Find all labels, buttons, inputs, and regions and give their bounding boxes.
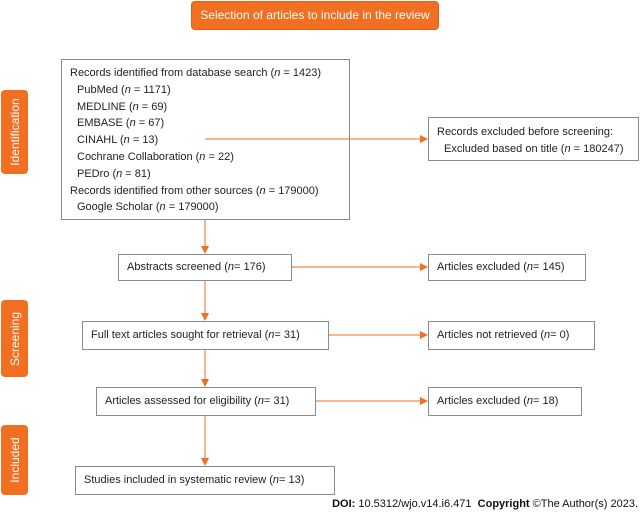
stage-label-screening: Screening <box>1 300 28 377</box>
citation-footer <box>332 498 638 510</box>
db-item-cochrane: Cochrane Collaboration (n = 22) <box>77 150 234 163</box>
doi-label: DOI: <box>332 498 356 510</box>
studies-included-box: Studies included in systematic review ( n = 13) <box>75 466 335 495</box>
copyright-label: Copyright <box>477 498 530 510</box>
stage-label-identification: Identification <box>1 90 28 174</box>
abstracts-excluded-box: Articles excluded ( n = 145) <box>428 254 586 281</box>
copyright-value: ©The Author(s) 2023. <box>532 498 638 510</box>
abstracts-screened-box: Abstracts screened ( n = 176) <box>118 254 292 281</box>
db-item-pubmed: PubMed (n = 1171) <box>77 83 171 96</box>
db-item-cinahl: CINAHL (n = 13) <box>77 134 159 147</box>
diagram-title: Selection of articles to include in the review <box>191 1 439 30</box>
records-other-sources: Records identified from other sources (n = 179000) <box>70 184 319 197</box>
excluded-based-on-title: Excluded based on title (n = 180247) <box>444 142 624 155</box>
db-item-embase: EMBASE (n = 67) <box>77 117 165 130</box>
db-item-pedro: PEDro (n = 81) <box>77 167 151 180</box>
doi-value[interactable]: 10.5312/wjo.v14.i6.471 <box>358 498 472 510</box>
stage-label-included: Included <box>1 425 28 495</box>
excluded-before-title: Records excluded before screening: <box>437 126 614 138</box>
fulltext-sought-box: Full text articles sought for retrieval ( n = 31) <box>82 321 329 350</box>
db-item-medline: MEDLINE (n = 69) <box>77 100 168 113</box>
records-database-search: Records identified from database search (n = 1423) <box>70 67 322 79</box>
eligibility-assessed-box: Articles assessed for eligibility ( n = 31) <box>96 387 316 416</box>
other-item-google-scholar: Google Scholar (n = 179000) <box>77 201 219 214</box>
not-retrieved-box: Articles not retrieved ( n = 0) <box>428 321 595 350</box>
eligibility-excluded-box: Articles excluded ( n = 18) <box>428 387 582 416</box>
